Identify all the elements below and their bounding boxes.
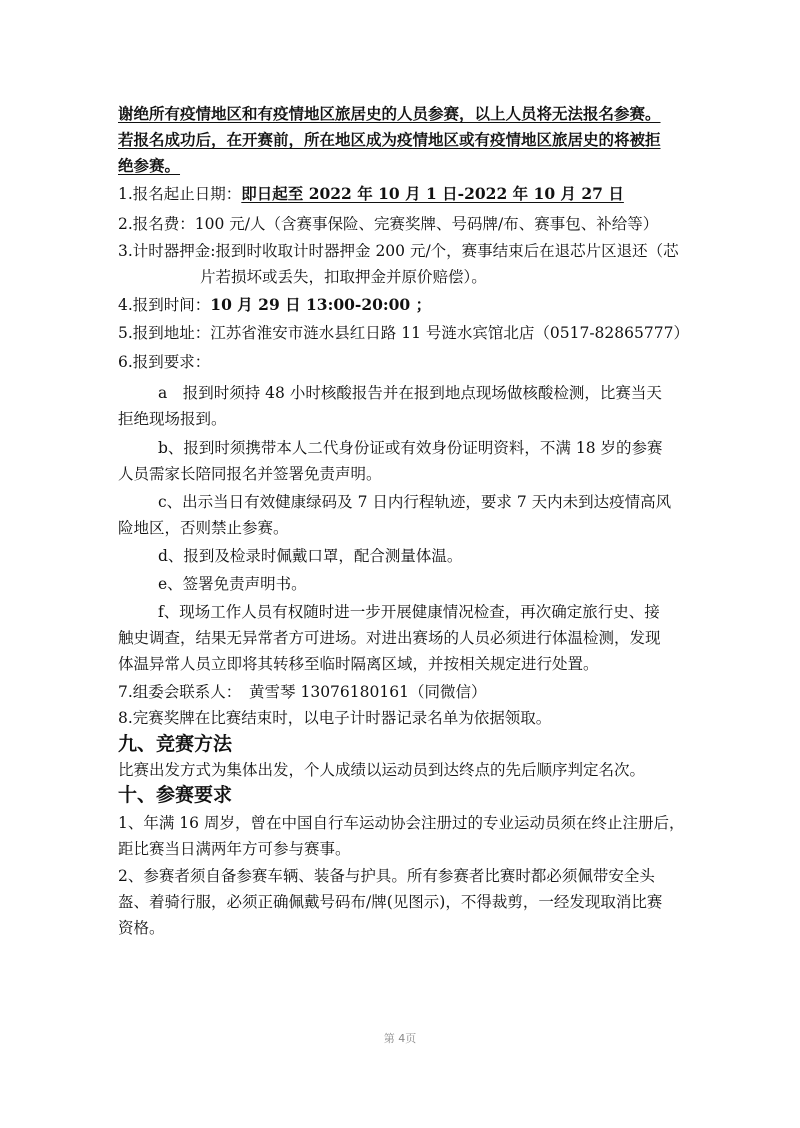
requirement-f-cont: 体温异常人员立即将其转移至临时隔离区域，并按相关规定进行处置。 <box>118 655 599 673</box>
item-checkin-requirements: 6.报到要求： <box>118 353 211 371</box>
requirement-a-cont: 拒绝现场报到。 <box>118 410 227 428</box>
section-text: 1、年满 16 周岁，曾在中国自行车运动协会注册过的专业运动员须在终止注册后， <box>118 814 685 832</box>
item-checkin-time <box>118 294 431 316</box>
item-timer-deposit-cont: 片若损坏或丢失，扣取押金并原价赔偿）。 <box>200 268 487 286</box>
requirement-a: a 报到时须持 48 小时核酸报告并在报到地点现场做核酸检测，比赛当天 <box>158 384 662 402</box>
requirement-d: d、报到及检录时佩戴口罩，配合测量体温。 <box>158 547 463 565</box>
item-medal-pickup: 8.完赛奖牌在比赛结束时，以电子计时器记录名单为依据领取。 <box>118 709 552 727</box>
item-label: 4.报到时间： <box>118 296 211 314</box>
item-contact: 7.组委会联系人： 黄雪琴 13076180161（同微信） <box>118 683 487 701</box>
section-text: 资格。 <box>118 919 165 937</box>
requirement-b-cont: 人员需家长陪同报名并签署免责声明。 <box>118 465 382 483</box>
item-registration-fee: 2.报名费：100 元/人（含赛事保险、完赛奖牌、号码牌/布、赛事包、补给等） <box>118 215 659 233</box>
item-checkin-address: 5.报到地址：江苏省淮安市涟水县红日路 11 号涟水宾馆北店（0517-82865777） <box>118 324 689 342</box>
section-text: 2、参赛者须自备参赛车辆、装备与护具。所有参赛者比赛时都必须佩带安全头 <box>118 867 655 885</box>
requirement-c: c、出示当日有效健康绿码及 7 日内行程轨迹，要求 7 天内未到达疫情高风 <box>158 493 672 511</box>
checkin-time-value: 10 月 29 日 13:00-20:00 ； <box>210 295 432 314</box>
item-timer-deposit: 3.计时器押金:报到时收取计时器押金 200 元/个，赛事结束后在退芯片区退还（芯 <box>118 242 679 260</box>
item-label: 1.报名起止日期： <box>118 185 242 203</box>
registration-period-value: 即日起至 2022 年 10 月 1 日-2022 年 10 月 27 日 <box>241 184 624 203</box>
requirement-c-cont: 险地区，否则禁止参赛。 <box>118 519 289 537</box>
requirement-b: b、报到时须携带本人二代身份证或有效身份证明资料，不满 18 岁的参赛 <box>158 439 663 457</box>
intro-line: 谢绝所有疫情地区和有疫情地区旅居史的人员参赛，以上人员将无法报名参赛。 <box>118 104 661 123</box>
section-text: 距比赛当日满两年方可参与赛事。 <box>118 840 351 858</box>
section-text: 盔、着骑行服，必须正确佩戴号码布/牌(见图示)，不得裁剪，一经发现取消比赛 <box>118 893 663 911</box>
item-registration-period <box>118 183 624 205</box>
requirement-e: e、签署免责声明书。 <box>158 575 307 593</box>
intro-line: 若报名成功后，在开赛前，所在地区成为疫情地区或有疫情地区旅居史的将被拒 <box>118 130 661 149</box>
requirement-f: f、现场工作人员有权随时进一步开展健康情况检查，再次确定旅行史、接 <box>158 603 660 621</box>
intro-line: 绝参赛。 <box>118 156 181 175</box>
section-heading: 九、竞赛方法 <box>118 733 233 755</box>
page-number: 第 4页 <box>383 1032 417 1045</box>
section-heading: 十、参赛要求 <box>118 784 233 806</box>
requirement-f-cont: 触史调查，结果无异常者方可进场。对进出赛场的人员必须进行体温检测，发现 <box>118 629 661 647</box>
section-text: 比赛出发方式为集体出发，个人成绩以运动员到达终点的先后顺序判定名次。 <box>118 761 646 779</box>
